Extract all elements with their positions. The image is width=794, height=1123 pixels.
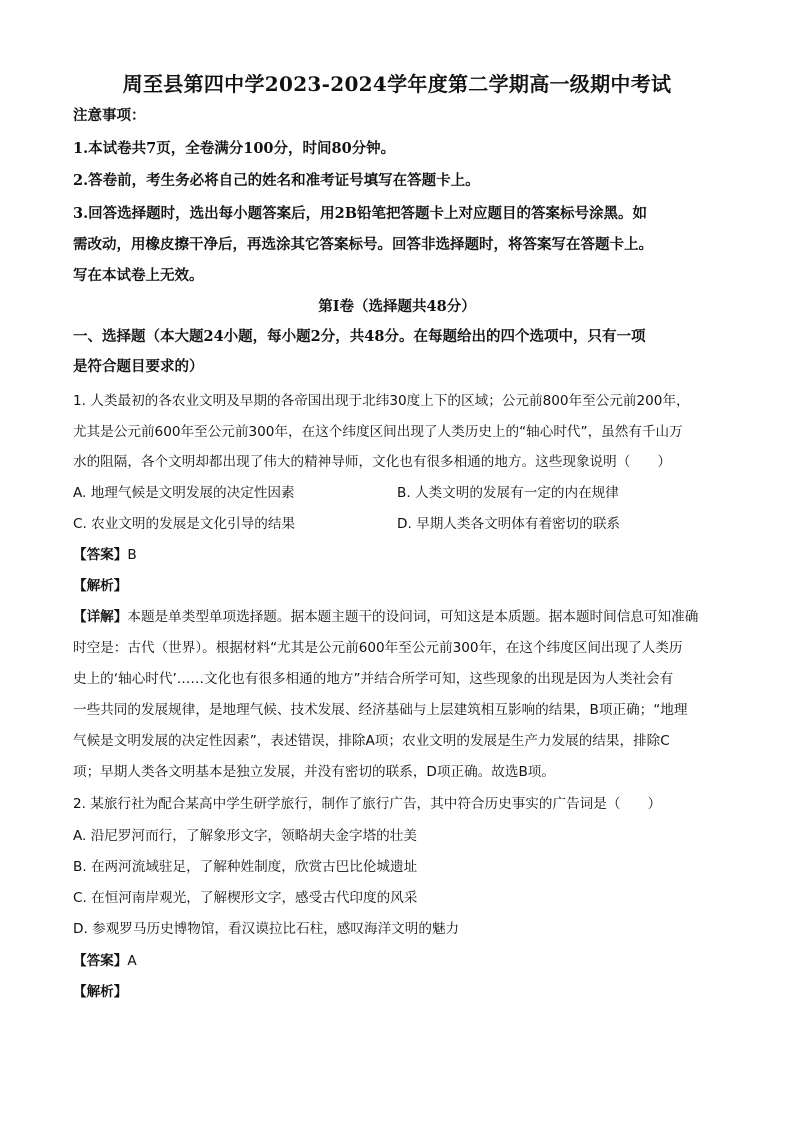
q2-answer-tag: 【答案】 bbox=[73, 953, 128, 969]
q2-option-c: C. 在恒河南岸观光，了解楔形文字，感受古代印度的风采 bbox=[73, 890, 418, 906]
notice-item-3-end: 写在本试卷上无效。 bbox=[73, 267, 204, 284]
q2-analysis-tag: 【解析】 bbox=[73, 984, 128, 1000]
q1-detail-line-1 bbox=[73, 607, 723, 627]
q1-stem-line-2: 尤其是公元前600年至公元前300年，在这个纬度区间出现了人类历史上的“轴心时代”，虽然有千山万 bbox=[73, 424, 683, 440]
section-title: 第Ⅰ卷（选择题共48分） bbox=[318, 298, 476, 315]
notice-item-2: 2.答卷前，考生务必将自己的姓名和准考证号填写在答题卡上。 bbox=[73, 172, 480, 189]
q2-option-d: D. 参观罗马历史博物馆，看汉谟拉比石柱，感叹海洋文明的魅力 bbox=[73, 921, 460, 937]
q2-option-b: B. 在两河流域驻足，了解种姓制度，欣赏古巴比伦城遗址 bbox=[73, 859, 418, 875]
q1-answer bbox=[73, 545, 723, 565]
q1-option-b: B. 人类文明的发展有一定的内在规律 bbox=[397, 485, 619, 501]
q1-option-c: C. 农业文明的发展是文化引导的结果 bbox=[73, 516, 296, 532]
q1-stem-line-3: 水的阻隔，各个文明却都出现了伟大的精神导师，文化也有很多相通的地方。这些现象说明（ ） bbox=[73, 454, 672, 470]
notice-heading: 注意事项： bbox=[73, 107, 146, 124]
q1-analysis-tag: 【解析】 bbox=[73, 578, 128, 594]
q2-stem: 2. 某旅行社为配合某高中学生研学旅行，制作了旅行广告，其中符合历史事实的广告词是（ ） bbox=[73, 796, 662, 812]
q1-option-d: D. 早期人类各文明体有着密切的联系 bbox=[397, 516, 621, 532]
q1-detail-text-1: 本题是单类型单项选择题。据本题主题干的设问词，可知这是本质题。据本题时间信息可知准确 bbox=[127, 609, 699, 625]
notice-item-3-cont: 需改动，用橡皮擦干净后，再选涂其它答案标号。回答非选择题时，将答案写在答题卡上。 bbox=[73, 236, 653, 253]
q1-detail-line-6: 项；早期人类各文明基本是独立发展，并没有密切的联系，D项正确。故选B项。 bbox=[73, 764, 555, 780]
q1-detail-line-2: 时空是：古代（世界）。根据材料“尤其是公元前600年至公元前300年，在这个纬度区间出现了人类历 bbox=[73, 640, 683, 656]
q1-detail-line-4: 一些共同的发展规律，是地理气候、技术发展、经济基础与上层建筑相互影响的结果，B项正确；“地理 bbox=[73, 702, 688, 718]
q1-option-a: A. 地理气候是文明发展的决定性因素 bbox=[73, 485, 295, 501]
q2-option-a: A. 沿尼罗河而行，了解象形文字，领略胡夫金字塔的壮美 bbox=[73, 828, 417, 844]
q1-detail-line-3: 史上的‘轴心时代’……文化也有很多相通的地方”并结合所学可知，这些现象的出现是因为人类社会有 bbox=[73, 671, 674, 687]
exam-title: 周至县第四中学2023-2024学年度第二学期高一级期中考试 bbox=[122, 72, 672, 96]
notice-item-3: 3.回答选择题时，选出每小题答案后，用2B铅笔把答题卡上对应题目的答案标号涂黑。如 bbox=[73, 205, 647, 222]
q1-answer-tag: 【答案】 bbox=[73, 547, 128, 563]
notice-item-1: 1.本试卷共7页，全卷满分100分，时间80分钟。 bbox=[73, 140, 396, 157]
q2-answer-value: A bbox=[127, 953, 137, 969]
part-heading-cont: 是符合题目要求的） bbox=[73, 358, 204, 375]
part-heading: 一、选择题（本大题24小题，每小题2分，共48分。在每题给出的四个选项中，只有一项 bbox=[73, 328, 646, 345]
q1-detail-tag: 【详解】 bbox=[73, 609, 128, 625]
q2-answer bbox=[73, 951, 723, 971]
q1-detail-line-5: 气候是文明发展的决定性因素”，表述错误，排除A项；农业文明的发展是生产力发展的结果，排除C bbox=[73, 733, 670, 749]
q1-answer-value: B bbox=[127, 547, 137, 563]
q1-stem-line-1: 1. 人类最初的各农业文明及早期的各帝国出现于北纬30度上下的区域；公元前800年至公元前200年， bbox=[73, 393, 690, 409]
